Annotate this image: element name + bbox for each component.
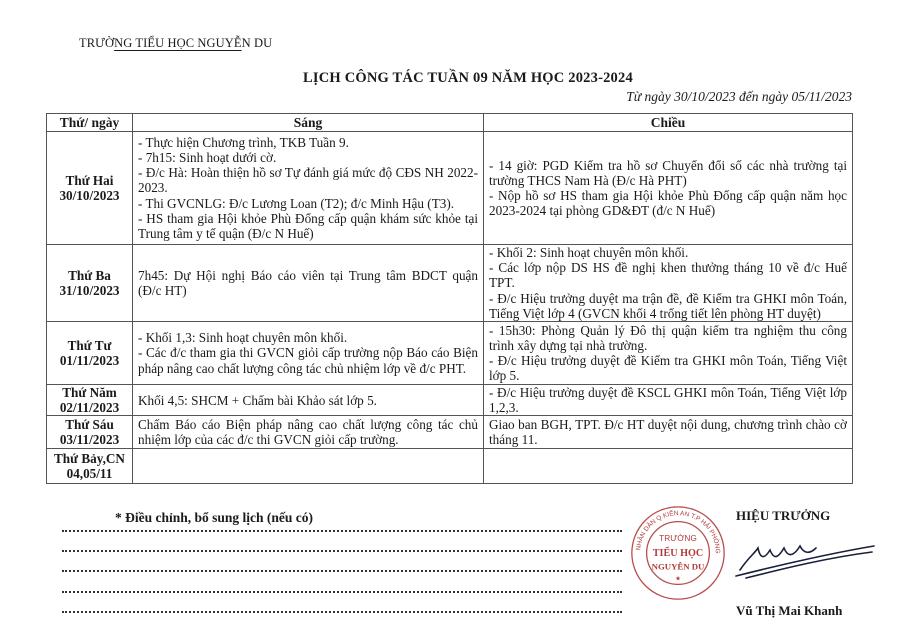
school-name-part: TRƯỜ — [79, 36, 115, 50]
table-header-row — [47, 114, 853, 132]
column-header-day: Thứ/ ngày — [47, 114, 133, 132]
morning-cell — [133, 449, 484, 484]
activity-item: - Khối 1,3: Sinh hoạt chuyên môn khối. — [138, 330, 348, 346]
activity-item: - Thi GVCNLG: Đ/c Lương Loan (T2); đ/c Minh Hậu (T3). — [138, 195, 455, 211]
morning-cell — [133, 132, 484, 245]
activity-item: Chấm Báo cáo Biện pháp nâng cao chất lượng công tác chủ nhiệm lớp của các đ/c thi GVCN giỏi cấp trường. — [138, 417, 478, 448]
schedule-table — [46, 113, 853, 484]
column-header-afternoon: Chiều — [484, 114, 853, 132]
table-row — [47, 245, 853, 322]
seal-star-icon: ★ — [675, 575, 681, 583]
activity-item: 7h45: Dự Hội nghị Báo cáo viên tại Trung tâm BDCT quận (Đ/c HT) — [138, 267, 478, 298]
date-label: 03/11/2023 — [59, 432, 120, 448]
day-cell — [47, 322, 133, 385]
table-row — [47, 449, 853, 484]
weekday-label: Thứ Ba — [68, 267, 111, 283]
afternoon-cell — [484, 322, 853, 385]
activity-item: - Các lớp nộp DS HS đề nghị khen thưởng tháng 10 về đ/c Huế TPT. — [489, 260, 847, 291]
day-cell — [47, 132, 133, 245]
document-title: LỊCH CÔNG TÁC TUẦN 09 NĂM HỌC 2023-2024 — [303, 70, 633, 86]
date-label: 02/11/2023 — [59, 400, 120, 416]
morning-cell — [133, 322, 484, 385]
activity-item: Giao ban BGH, TPT. Đ/c HT duyệt nội dung, chương trình chào cờ tháng 11. — [489, 417, 847, 448]
school-name-underlined: NG TIỂU HỌC NGUYỄ — [114, 36, 242, 50]
seal-text-line: TIỂU HỌC — [652, 547, 704, 559]
activity-item: - 14 giờ: PGD Kiểm tra hồ sơ Chuyển đổi số các nhà trường tại trường THCS Nam Hà (Đ/c Hà PHT) — [489, 157, 847, 188]
afternoon-cell — [484, 416, 853, 449]
afternoon-cell — [484, 132, 853, 245]
weekday-label: Thứ Bảy,CN — [54, 451, 125, 467]
blank-line — [62, 611, 622, 613]
afternoon-cell — [484, 449, 853, 484]
activity-item: - Đ/c Hiệu trưởng duyệt đề Kiểm tra GHKI môn Toán, Tiếng Việt lớp 5. — [489, 353, 847, 384]
activity-item: - Thực hiện Chương trình, TKB Tuần 9. — [138, 134, 349, 150]
activity-item: - Đ/c Hiệu trưởng duyệt ma trận đề, đề Kiểm tra GHKI môn Toán, Tiếng Việt lớp 4 (GVCN khối 4 trống tiết lên phòng HT duyệt) — [489, 290, 847, 321]
morning-cell — [133, 385, 484, 416]
table-row — [47, 385, 853, 416]
afternoon-cell — [484, 385, 853, 416]
table-row — [47, 132, 853, 245]
seal-text-line: NGUYỄN DU — [651, 561, 705, 572]
activity-item: - Nộp hồ sơ HS tham gia Hội khỏe Phù Đổng cấp quận năm học 2023-2024 tại phòng GD&ĐT (đ/c N Huế) — [489, 188, 847, 219]
day-cell — [47, 245, 133, 322]
principal-signature — [636, 540, 876, 580]
principal-title: HIỆU TRƯỞNG — [736, 508, 831, 523]
afternoon-cell — [484, 245, 853, 322]
school-name-part: N DU — [241, 36, 273, 50]
blank-line — [62, 530, 622, 532]
activity-item: Khối 4,5: SHCM + Chấm bài Khảo sát lớp 5. — [138, 392, 377, 408]
weekday-label: Thứ Hai — [65, 172, 114, 188]
day-cell — [47, 449, 133, 484]
morning-cell — [133, 416, 484, 449]
activity-item: - Đ/c Hà: Hoàn thiện hồ sơ Tự đánh giá mức độ CĐS NH 2022-2023. — [138, 165, 478, 196]
activity-item: - HS tham gia Hội khỏe Phù Đổng cấp quận khám sức khỏe tại Trung tâm y tế quận (Đ/c N Huế) — [138, 210, 478, 241]
seal-outer-text: NHÂN DÂN Q.KIẾN AN T.P HẢI PHÒNG — [635, 510, 721, 554]
date-label: 01/11/2023 — [59, 353, 120, 369]
school-name — [79, 36, 272, 51]
weekday-label: Thứ Sáu — [65, 417, 114, 433]
activity-item: - Các đ/c tham gia thi GVCN giỏi cấp trường nộp Báo cáo Biện pháp nâng cao chất lượng công tác chủ nhiệm lớp về đ/c PHT. — [138, 345, 478, 376]
day-cell — [47, 416, 133, 449]
activity-item: - Khối 2: Sinh hoạt chuyên môn khối. — [489, 245, 689, 260]
date-range: Từ ngày 30/10/2023 đến ngày 05/11/2023 — [626, 89, 852, 104]
activity-item: - 15h30: Phòng Quản lý Đô thị quận kiểm tra nghiệm thu công trình xây dựng tại nhà trường. — [489, 322, 847, 353]
blank-line — [62, 550, 622, 552]
date-label: 04,05/11 — [66, 466, 113, 482]
seal-text-line: TRƯỜNG — [659, 533, 697, 543]
date-label: 30/10/2023 — [59, 188, 120, 203]
table-row — [47, 322, 853, 385]
adjustment-label: * Điều chỉnh, bổ sung lịch (nếu có) — [115, 510, 314, 525]
blank-line — [62, 591, 622, 593]
weekday-label: Thứ Năm — [62, 385, 117, 401]
principal-name: Vũ Thị Mai Khanh — [736, 603, 843, 618]
activity-item: - 7h15: Sinh hoạt dưới cờ. — [138, 149, 277, 165]
weekday-label: Thứ Tư — [67, 337, 112, 353]
day-cell — [47, 385, 133, 416]
activity-item: - Đ/c Hiệu trưởng duyệt đề KSCL GHKI môn Toán, Tiếng Việt lớp 1,2,3. — [489, 385, 847, 416]
column-header-morning: Sáng — [133, 114, 484, 132]
morning-cell — [133, 245, 484, 322]
blank-line — [62, 570, 622, 572]
date-label: 31/10/2023 — [59, 283, 120, 298]
table-row — [47, 416, 853, 449]
